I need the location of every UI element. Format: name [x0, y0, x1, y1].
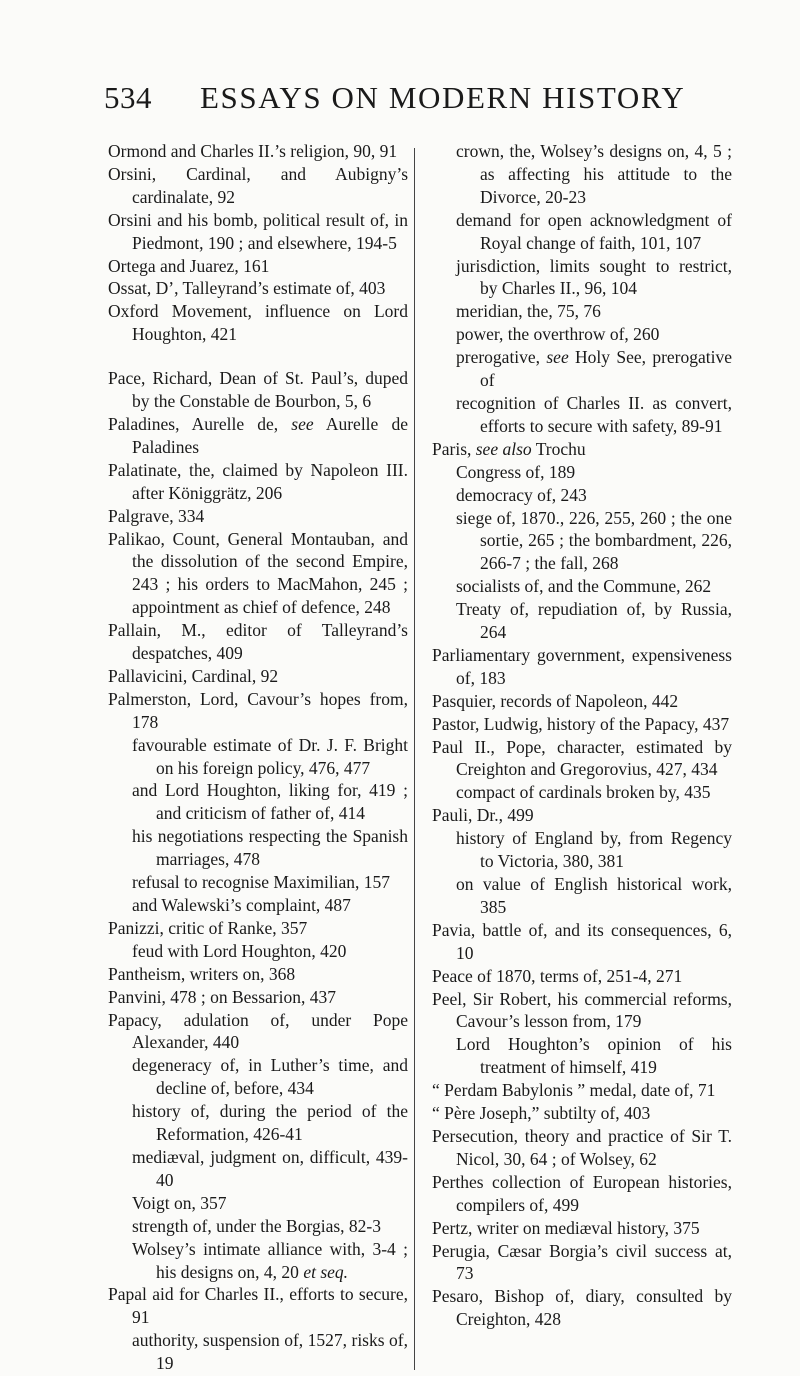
index-entry: Peace of 1870, terms of, 251-4, 271 — [432, 965, 683, 986]
index-entry: Oxford Movement, influence on Lord Houghton, 421 — [108, 301, 408, 345]
index-subentry: his negotiations respecting the Spanish marriages, 478 — [132, 826, 408, 870]
index-entry: Panvini, 478 ; on Bessarion, 437 — [108, 986, 336, 1007]
index-subentry: meridian, the, 75, 76 — [456, 301, 601, 322]
index-entry: Palatinate, the, claimed by Napoleon III. after Königgrätz, 206 — [108, 459, 408, 503]
index-entry: Panizzi, critic of Ranke, 357 — [108, 917, 308, 938]
index-subentry: Voigt on, 357 — [132, 1192, 227, 1213]
index-subentry: Wolsey’s intimate alliance with, 3-4 ; his designs on, 4, 20 et seq. — [132, 1238, 408, 1282]
index-entry: Orsini and his bomb, political result of, in Piedmont, 190 ; and elsewhere, 194-5 — [108, 209, 408, 253]
index-entry: Pantheism, writers on, 368 — [108, 963, 296, 984]
index-entry: Pasquier, records of Napoleon, 442 — [432, 690, 679, 711]
index-subentry: Treaty of, repudiation of, by Russia, 264 — [456, 599, 732, 643]
index-entry: Palmerston, Lord, Cavour’s hopes from, 178 — [108, 688, 408, 732]
index-entry: Pace, Richard, Dean of St. Paul’s, duped by the Constable de Bourbon, 5, 6 — [108, 368, 408, 412]
index-subentry: jurisdiction, limits sought to restrict, by Charles II., 96, 104 — [456, 255, 732, 299]
index-entry: Peel, Sir Robert, his commercial reforms, Cavour’s lesson from, 179 — [432, 988, 732, 1032]
index-subentry: refusal to recognise Maximilian, 157 — [132, 872, 391, 893]
index-entry: Parliamentary government, expensiveness of, 183 — [432, 644, 732, 688]
index-entry: Palikao, Count, General Montauban, and the dissolution of the second Empire, 243 ; his orders to MacMahon, 245 ; appointment as chief of defence, 248 — [108, 528, 408, 618]
index-entry: Persecution, theory and practice of Sir T. Nicol, 30, 64 ; of Wolsey, 62 — [432, 1125, 732, 1169]
index-entry: Perugia, Cæsar Borgia’s civil success at, 73 — [432, 1240, 732, 1284]
index-entry: Pastor, Ludwig, history of the Papacy, 437 — [432, 713, 730, 734]
index-subentry: Lord Houghton’s opinion of his treatment of himself, 419 — [456, 1034, 732, 1078]
index-subentry: history of England by, from Regency to Victoria, 380, 381 — [456, 828, 732, 872]
index-subentry: demand for open acknowledgment of Royal change of faith, 101, 107 — [456, 209, 732, 253]
index-entry: Pauli, Dr., 499 — [432, 805, 534, 826]
index-subentry: on value of English historical work, 385 — [456, 874, 732, 917]
index-entry: Pallavicini, Cardinal, 92 — [108, 665, 279, 686]
index-subentry: socialists of, and the Commune, 262 — [456, 576, 712, 597]
running-header — [104, 80, 704, 124]
index-subentry: Congress of, 189 — [456, 461, 576, 482]
index-subentry: siege of, 1870., 226, 255, 260 ; the one sortie, 265 ; the bombardment, 226, 266-7 ; the fall, 268 — [456, 507, 732, 574]
index-subentry: democracy of, 243 — [456, 484, 587, 505]
index-subentry: authority, suspension of, 1527, risks of, 19 — [132, 1330, 408, 1374]
running-title: ESSAYS ON MODERN HISTORY — [200, 80, 686, 115]
index-entry: Pallain, M., editor of Talleyrand’s despatches, 409 — [108, 620, 408, 664]
index-subentry: and Walewski’s complaint, 487 — [132, 895, 351, 915]
index-subentry: history of, during the period of the Reformation, 426-41 — [132, 1101, 408, 1145]
index-entry: Palgrave, 334 — [108, 505, 205, 526]
index-entry: “ Perdam Babylonis ” medal, date of, 71 — [432, 1080, 716, 1101]
index-subentry: feud with Lord Houghton, 420 — [132, 940, 347, 961]
index-entry: Perthes collection of European histories, compilers of, 499 — [432, 1171, 732, 1215]
index-subentry: degeneracy of, in Luther’s time, and decline of, before, 434 — [132, 1055, 408, 1099]
index-entry: Pertz, writer on mediæval history, 375 — [432, 1217, 700, 1238]
index-subentry: and Lord Houghton, liking for, 419 ; and criticism of father of, 414 — [132, 780, 408, 824]
index-entry: Ortega and Juarez, 161 — [108, 255, 270, 276]
column-divider — [414, 148, 415, 1370]
index-column-left — [108, 140, 408, 1375]
index-entry: Pavia, battle of, and its consequences, 6, 10 — [432, 919, 732, 963]
index-subentry: power, the overthrow of, 260 — [456, 324, 660, 345]
index-entry: “ Père Joseph,” subtilty of, 403 — [432, 1103, 651, 1124]
index-subentry: favourable estimate of Dr. J. F. Bright on his foreign policy, 476, 477 — [132, 734, 408, 778]
index-entry: Paul II., Pope, character, estimated by Creighton and Gregorovius, 427, 434 — [432, 736, 732, 780]
index-entry: Pesaro, Bishop of, diary, consulted by Creighton, 428 — [432, 1286, 732, 1330]
index-subentry: compact of cardinals broken by, 435 — [456, 782, 711, 803]
index-entry: Orsini, Cardinal, and Aubigny’s cardinalate, 92 — [108, 163, 408, 207]
index-subentry: prerogative, see Holy See, prerogative of — [456, 347, 732, 391]
index-subentry: recognition of Charles II. as convert, efforts to secure with safety, 89-91 — [456, 392, 732, 436]
index-entry: Paladines, Aurelle de, see Aurelle de Paladines — [108, 413, 408, 457]
index-entry: Ossat, D’, Talleyrand’s estimate of, 403 — [108, 278, 386, 299]
section-gap — [108, 346, 408, 367]
page-number: 534 — [104, 80, 152, 115]
index-subentry: strength of, under the Borgias, 82-3 — [132, 1215, 382, 1236]
index-entry: Ormond and Charles II.’s religion, 90, 91 — [108, 141, 398, 161]
index-subentry: crown, the, Wolsey’s designs on, 4, 5 ; as affecting his attitude to the Divorce, 20-23 — [456, 141, 732, 207]
index-entry: Papacy, adulation of, under Pope Alexander, 440 — [108, 1009, 408, 1053]
index-subentry: mediæval, judgment on, difficult, 439-40 — [132, 1146, 408, 1190]
index-entry: Paris, see also Trochu — [432, 438, 586, 459]
index-column-right — [432, 140, 732, 1331]
index-entry: Papal aid for Charles II., efforts to secure, 91 — [108, 1284, 408, 1328]
